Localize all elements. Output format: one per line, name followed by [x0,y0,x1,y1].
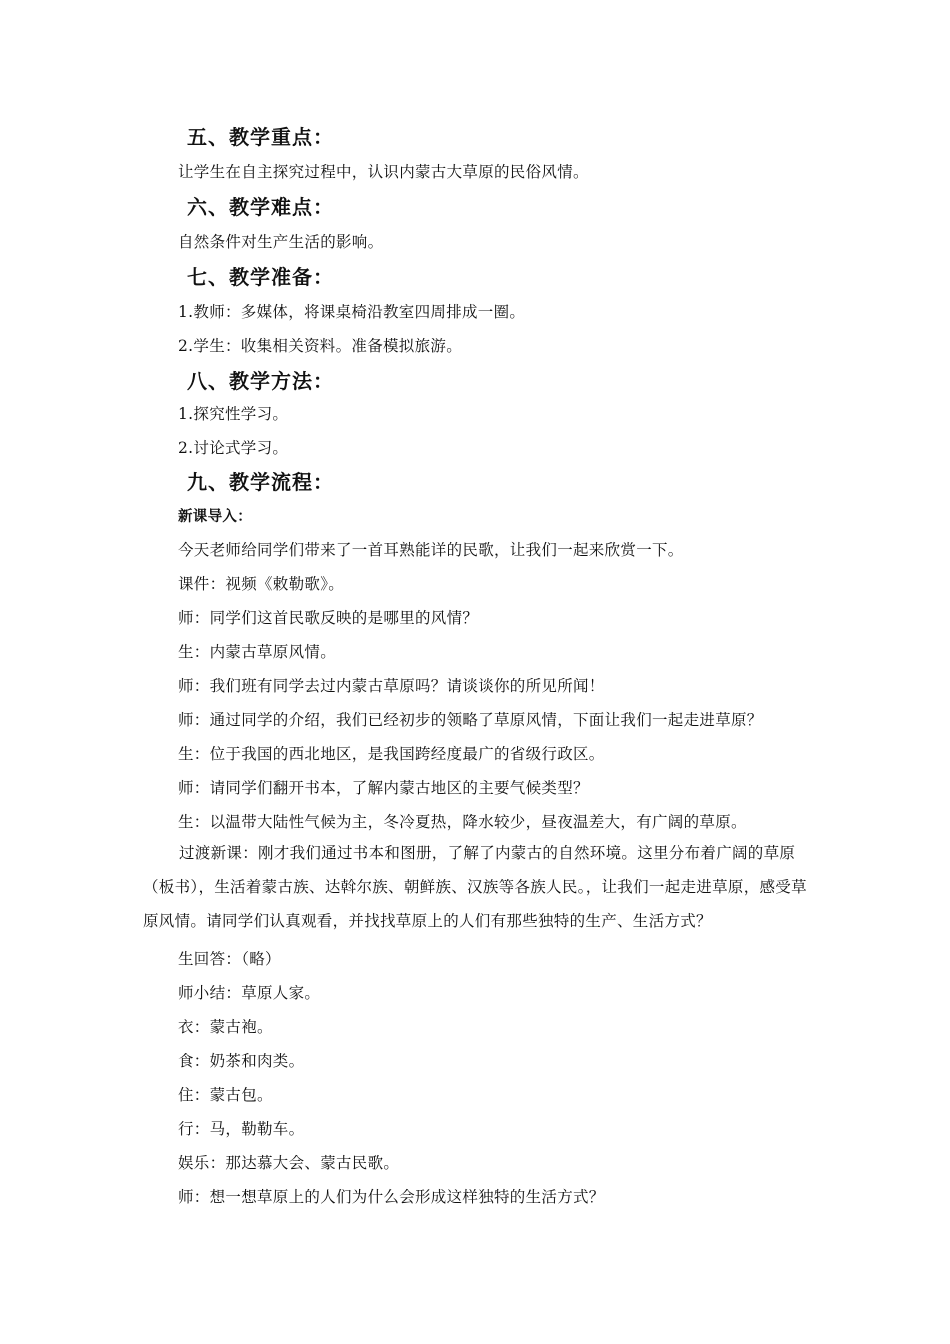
transition-paragraph: 过渡新课：刚才我们通过书本和图册，了解了内蒙古的自然环境。这里分布着广阔的草原（板书），生活着蒙古族、达斡尔族、朝鲜族、汉族等各族人民。，让我们一起走进草原，感受草原风情。请同学们认真观看，并找找草原上的人们有那些独特的生产、生活方式？ [143,844,807,930]
dialogue-line: 师：同学们这首民歌反映的是哪里的风情？ [178,609,479,627]
heading-teaching-preparation: 七、教学准备： [187,265,334,289]
sub-heading-new-lesson-intro: 新课导入： [178,509,252,525]
heading-teaching-method: 八、教学方法： [187,369,334,393]
heading-teaching-focus: 五、教学重点： [187,125,334,149]
teaching-difficulty-text: 自然条件对生产生活的影响。 [178,233,384,251]
dialogue-line: 生：位于我国的西北地区，是我国跨经度最广的省级行政区。 [178,745,605,763]
dialogue-line: 生：以温带大陆性气候为主，冬冷夏热，降水较少，昼夜温差大，有广阔的草原。 [178,813,747,831]
dialogue-line: 生回答：（略） [178,950,281,968]
dialogue-line: 师：想一想草原上的人们为什么会形成这样独特的生活方式？ [178,1188,605,1206]
method-item-discussion: 2.讨论式学习。 [178,439,289,457]
preparation-item-student: 2.学生：收集相关资料。准备模拟旅游。 [178,337,462,355]
dialogue-line: 行：马，勒勒车。 [178,1120,305,1138]
dialogue-line: 师小结：草原人家。 [178,984,321,1002]
heading-teaching-process: 九、教学流程： [187,470,334,494]
dialogue-line: 食：奶茶和肉类。 [178,1052,305,1070]
dialogue-line: 师：请同学们翻开书本，了解内蒙古地区的主要气候类型？ [178,779,589,797]
teaching-focus-text: 让学生在自主探究过程中，认识内蒙古大草原的民俗风情。 [178,163,589,181]
dialogue-line: 生：内蒙古草原风情。 [178,643,337,661]
dialogue-line: 住：蒙古包。 [178,1086,273,1104]
preparation-item-teacher: 1.教师：多媒体，将课桌椅沿教室四周排成一圈。 [178,303,526,321]
dialogue-line: 师：我们班有同学去过内蒙古草原吗？请谈谈你的所见所闻！ [178,677,605,695]
method-item-inquiry: 1.探究性学习。 [178,405,289,423]
dialogue-line: 师：通过同学的介绍，我们已经初步的领略了草原风情，下面让我们一起走进草原？ [178,711,763,729]
dialogue-line: 娱乐：那达慕大会、蒙古民歌。 [178,1154,400,1172]
dialogue-line: 今天老师给同学们带来了一首耳熟能详的民歌，让我们一起来欣赏一下。 [178,541,684,559]
heading-teaching-difficulty: 六、教学难点： [187,195,334,219]
dialogue-line: 衣：蒙古袍。 [178,1018,273,1036]
dialogue-line: 课件：视频《敕勒歌》。 [178,575,345,593]
